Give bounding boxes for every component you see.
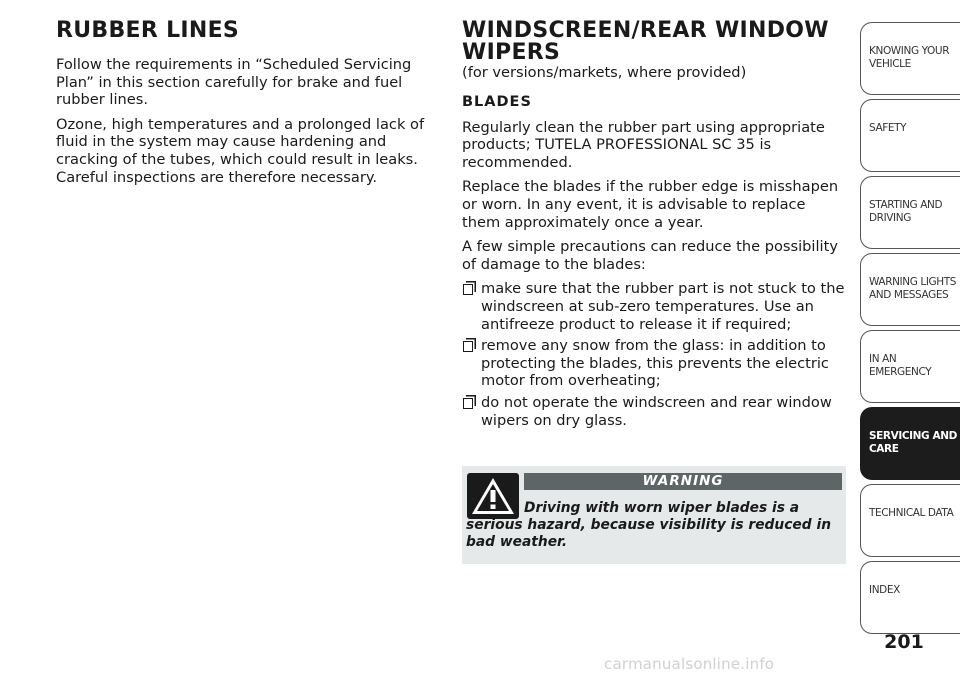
checkbox-bullet-icon	[463, 398, 473, 409]
watermark: carmanualsonline.info	[604, 655, 775, 673]
checkbox-bullet-icon	[463, 284, 473, 295]
list-item-text: remove any snow from the glass: in addition to protecting the blades, this prevents the electric motor from overheating;	[481, 337, 829, 390]
section-heading-rubber-lines: RUBBER LINES	[56, 18, 240, 43]
tab-technical-data[interactable]: TECHNICAL DATA	[860, 484, 960, 557]
warning-label: WARNING	[524, 473, 842, 490]
tab-index[interactable]: INDEX	[860, 561, 960, 634]
warning-box	[462, 466, 846, 564]
section-heading-wipers: WINDSCREEN/REAR WINDOW WIPERS	[462, 18, 829, 65]
paragraph: Follow the requirements in “Scheduled Servicing Plan” in this section carefully for brake and fuel rubber lines.	[56, 56, 412, 109]
left-column	[56, 0, 441, 193]
tab-in-an-emergency[interactable]: IN AN EMERGENCY	[860, 330, 960, 403]
tab-starting-and-driving[interactable]: STARTING AND DRIVING	[860, 176, 960, 249]
section-tabs	[860, 22, 960, 638]
tab-warning-lights-and-messages[interactable]: WARNING LIGHTS AND MESSAGES	[860, 253, 960, 326]
list-item-text: make sure that the rubber part is not stuck to the windscreen at sub-zero temperatures. Use an antifreeze product to release it if required;	[481, 280, 845, 333]
paragraph: Regularly clean the rubber part using appropriate products; TUTELA PROFESSIONAL SC 35 is recommended.	[462, 118, 825, 171]
paragraph: A few simple precautions can reduce the possibility of damage to the blades:	[462, 238, 838, 273]
warning-text: Driving with worn wiper blades is a serious hazard, because visibility is reduced in bad weather.	[466, 500, 832, 550]
section-subtitle: (for versions/markets, where provided)	[462, 64, 747, 81]
precautions-list	[462, 280, 847, 429]
list-item	[462, 280, 847, 333]
subheading-blades: BLADES	[462, 93, 532, 110]
checkbox-bullet-icon	[463, 341, 473, 352]
right-column	[462, 0, 847, 433]
tab-knowing-your-vehicle[interactable]: KNOWING YOUR VEHICLE	[860, 22, 960, 95]
list-item	[462, 337, 847, 390]
paragraph: Replace the blades if the rubber edge is misshapen or worn. In any event, it is advisable to replace them approximately once a year.	[462, 178, 839, 231]
tab-servicing-and-care[interactable]: SERVICING AND CARE	[860, 407, 960, 480]
paragraph: Ozone, high temperatures and a prolonged lack of fluid in the system may cause hardening and cracking of the tubes, which could result in leaks. Careful inspections are therefore necessary.	[56, 115, 425, 186]
list-item	[462, 394, 847, 429]
tab-safety[interactable]: SAFETY	[860, 99, 960, 172]
list-item-text: do not operate the windscreen and rear window wipers on dry glass.	[481, 393, 832, 429]
page-number: 201	[884, 631, 924, 653]
